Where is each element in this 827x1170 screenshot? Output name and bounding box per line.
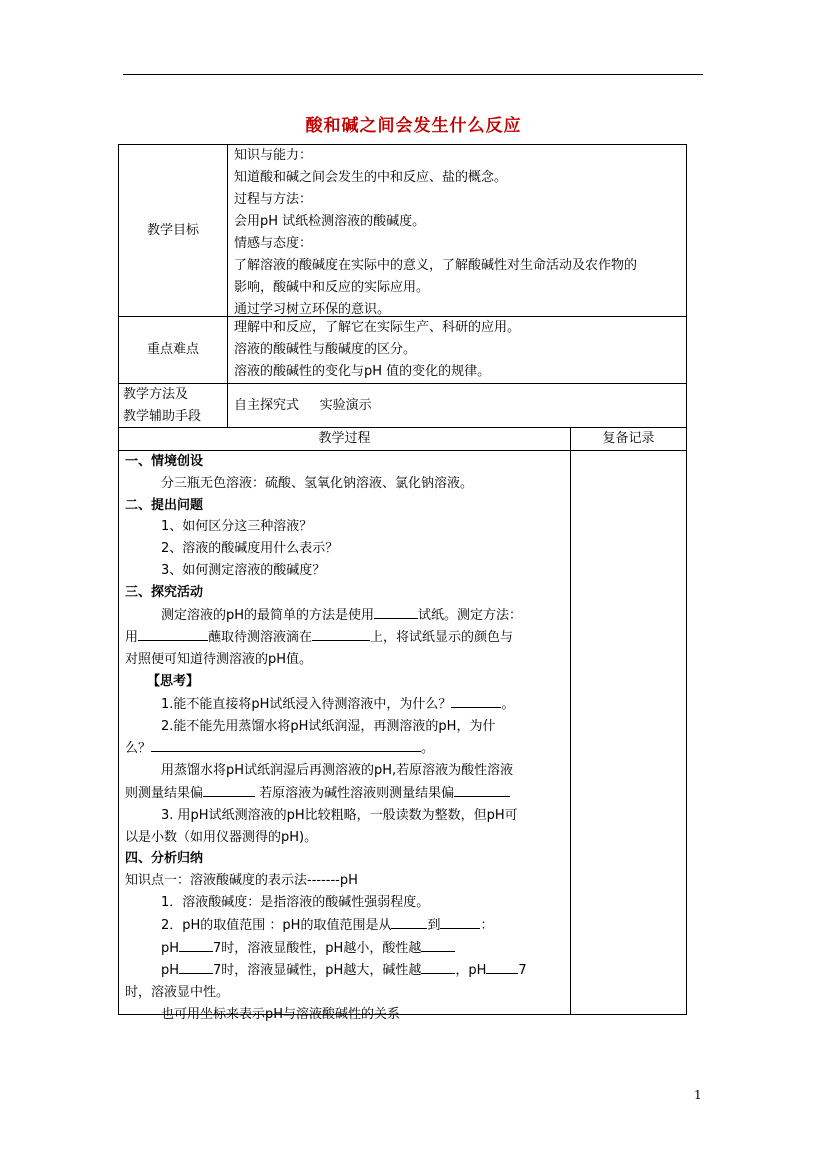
section-heading: 一、情境创设	[125, 454, 204, 469]
fill-blank	[486, 959, 518, 974]
paragraph: 对照便可知道待测溶液的pH值。	[125, 652, 313, 668]
fill-blank	[138, 626, 208, 641]
paragraph: 1．溶液酸碱度：是指溶液的酸碱性强弱程度。	[161, 894, 430, 910]
keypoints-line: 溶液的酸碱性的变化与pH 值的变化的规律。	[234, 364, 491, 379]
section-heading: 二、提出问题	[125, 497, 204, 513]
text: pH	[161, 963, 180, 979]
notes-header-cell	[570, 427, 687, 451]
objectives-line: 知识与能力：	[234, 148, 313, 163]
objectives-line: 通过学习树立环保的意识。	[234, 302, 391, 317]
fill-blank	[203, 782, 255, 797]
text: 么？	[125, 741, 152, 757]
fill-blank	[179, 937, 213, 952]
paragraph	[125, 626, 564, 649]
objectives-label-cell	[118, 144, 228, 317]
paragraph: 2.能不能先用蒸馏水将pH试纸润湿，再测溶液的pH，为什	[161, 718, 496, 734]
process-header: 教学过程	[318, 431, 371, 446]
question: 3、如何测定溶液的酸碱度？	[161, 562, 326, 578]
text: 若原溶液为碱性溶液则测量结果偏	[259, 785, 455, 801]
fill-blank	[151, 737, 421, 752]
objectives-line: 会用pH 试纸检测溶液的酸碱度。	[234, 214, 426, 229]
paragraph: 用蒸馏水将pH试纸润湿后再测溶液的pH,若原溶液为酸性溶液	[161, 763, 514, 779]
text: ：	[480, 917, 494, 933]
paragraph: 也可用坐标来表示pH与溶液酸碱性的关系	[161, 1006, 401, 1022]
document-title: 酸和碱之间会发生什么反应	[305, 116, 522, 136]
keypoints-line: 理解中和反应，了解它在实际生产、科研的应用。	[234, 320, 521, 335]
paragraph: 以是小数（如用仪器测得的pH)。	[125, 829, 318, 845]
text: pH	[161, 940, 180, 956]
text: ，pH	[455, 963, 487, 979]
header-rule	[123, 74, 703, 75]
text: 试纸。测定方法：	[418, 607, 523, 623]
keypoints-label: 重点难点	[146, 342, 199, 357]
objectives-line: 知道酸和碱之间会发生的中和反应、盐的概念。	[234, 170, 508, 185]
paragraph	[125, 782, 564, 805]
paragraph: 时，溶液显中性。	[125, 985, 230, 1001]
text: 7时，溶液显酸性，pH越小，酸性越	[213, 940, 422, 956]
text: 测定溶液的pH的最简单的方法是使用	[161, 607, 375, 623]
text: 用	[125, 630, 139, 646]
keypoints-line: 溶液的酸碱性与酸碱度的区分。	[234, 342, 417, 357]
fill-blank	[421, 937, 455, 952]
methods-label-cell	[118, 383, 228, 428]
methods-label-line2: 教学辅助手段	[123, 408, 202, 424]
objectives-line: 情感与态度：	[234, 236, 313, 251]
fill-blank	[391, 914, 427, 929]
section-heading: 三、探究活动	[125, 584, 204, 600]
think-heading: 【思考】	[147, 673, 200, 689]
fill-blank	[451, 693, 501, 708]
objectives-content-cell	[227, 144, 687, 317]
methods-content-cell	[227, 383, 687, 428]
paragraph: 知识点一：溶液酸碱度的表示法-------pH	[125, 873, 358, 889]
question: 1、如何区分这三种溶液？	[161, 519, 313, 535]
keypoints-content-cell	[227, 316, 687, 384]
text: 。	[421, 741, 435, 757]
paragraph	[125, 914, 564, 937]
objectives-line: 了解溶液的酸碱度在实际中的意义，了解酸碱性对生命活动及农作物的	[234, 258, 638, 273]
text: 。	[501, 696, 515, 712]
notes-body-cell	[570, 450, 687, 1015]
text: 到	[427, 917, 441, 933]
methods-label-line1: 教学方法及	[123, 386, 189, 402]
objectives-label: 教学目标	[146, 222, 199, 238]
process-header-cell	[118, 427, 571, 451]
objectives-line: 影响，酸碱中和反应的实际应用。	[234, 280, 430, 295]
paragraph: 3. 用pH试纸测溶液的pH比较粗略，一般读数为整数，但pH可	[161, 807, 518, 823]
paragraph	[125, 693, 564, 716]
fill-blank	[421, 959, 455, 974]
keypoints-label-cell	[118, 316, 228, 384]
fill-blank	[312, 626, 370, 641]
page-number: 1	[694, 1088, 702, 1102]
paragraph	[125, 604, 564, 627]
text: 7时，溶液显碱性，pH越大，碱性越	[213, 963, 422, 979]
methods-content: 自主探究式 实验演示	[234, 397, 372, 413]
text: 上，将试纸显示的颜色与	[370, 630, 514, 646]
fill-blank	[374, 604, 418, 619]
fill-blank	[179, 959, 213, 974]
text: 2．pH的取值范围 ：pH的取值范围是从	[161, 917, 392, 933]
paragraph	[125, 937, 564, 960]
objectives-line: 过程与方法：	[234, 192, 313, 207]
fill-blank	[440, 914, 480, 929]
paragraph: 分三瓶无色溶液：硫酸、氢氧化钠溶液、氯化钠溶液。	[161, 475, 474, 491]
text: 蘸取待测溶液滴在	[208, 630, 313, 646]
text: 7	[518, 963, 527, 979]
process-body-cell	[118, 450, 571, 1022]
question: 2、溶液的酸碱度用什么表示？	[161, 541, 339, 557]
fill-blank	[454, 782, 510, 797]
notes-header: 复备记录	[602, 431, 655, 446]
text: 则测量结果偏	[125, 785, 204, 801]
text: 1.能不能直接将pH试纸浸入待测溶液中，为什么？	[161, 696, 452, 712]
section-heading: 四、分析归纳	[125, 851, 204, 867]
paragraph	[125, 737, 564, 760]
paragraph	[125, 959, 564, 982]
